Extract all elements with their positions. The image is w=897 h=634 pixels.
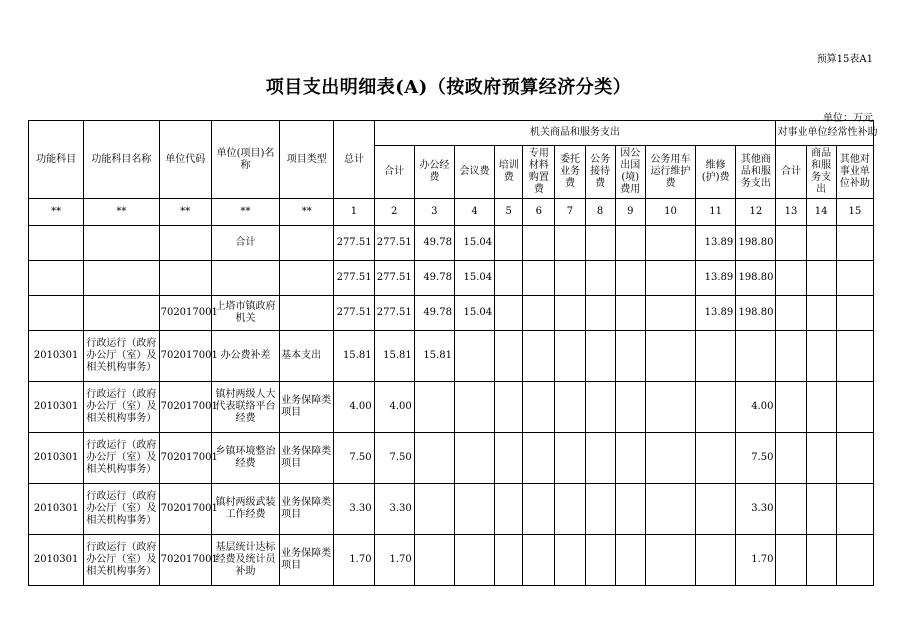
value-cell (523, 331, 555, 382)
value-cell (645, 484, 695, 535)
marker-cell: ** (84, 199, 159, 226)
value-cell (696, 535, 736, 586)
unit-code-cell: 702017001 (159, 331, 211, 382)
unit-project-cell: 镇村两级武装工作经费 (211, 484, 279, 535)
project-type-cell (280, 261, 334, 296)
value-cell (555, 226, 585, 261)
value-cell (495, 382, 523, 433)
total-cell: 7.50 (334, 433, 374, 484)
unit-project-cell: 基层统计达标经费及统计员补助 (211, 535, 279, 586)
value-cell (585, 433, 615, 484)
project-type-cell (280, 226, 334, 261)
value-cell: 198.80 (736, 296, 776, 331)
total-cell: 3.30 (334, 484, 374, 535)
value-cell (836, 331, 873, 382)
unit-project-cell: 办公费补差 (211, 331, 279, 382)
value-cell (806, 433, 836, 484)
value-cell (696, 331, 736, 382)
header-func-name: 功能科目名称 (84, 121, 159, 199)
value-cell (836, 296, 873, 331)
value-cell (555, 484, 585, 535)
value-cell (615, 433, 645, 484)
value-cell (523, 382, 555, 433)
value-cell (555, 535, 585, 586)
value-cell (414, 382, 454, 433)
header-total: 总计 (334, 121, 374, 199)
value-cell (414, 535, 454, 586)
func-name-cell: 行政运行（政府办公厅（室）及相关机构事务） (84, 484, 159, 535)
value-cell (523, 226, 555, 261)
value-cell (806, 296, 836, 331)
total-cell: 277.51 (334, 226, 374, 261)
table-row (29, 296, 874, 331)
table-row (29, 226, 874, 261)
value-cell (615, 535, 645, 586)
value-cell (414, 484, 454, 535)
header-unit-project: 单位(项目)名称 (211, 121, 279, 199)
value-cell (585, 226, 615, 261)
unit-code-cell: 702017001 (159, 484, 211, 535)
total-cell: 277.51 (334, 296, 374, 331)
func-code-cell (29, 226, 84, 261)
unit-code-cell: 702017001 (159, 535, 211, 586)
func-name-cell: 行政运行（政府办公厅（室）及相关机构事务） (84, 331, 159, 382)
value-cell (836, 484, 873, 535)
value-cell (615, 261, 645, 296)
value-cell: 49.78 (414, 296, 454, 331)
func-code-cell: 2010301 (29, 484, 84, 535)
func-name-cell (84, 226, 159, 261)
value-cell: 15.04 (454, 261, 494, 296)
value-cell (454, 382, 494, 433)
func-code-cell: 2010301 (29, 535, 84, 586)
unit-code-cell: 702017001 (159, 382, 211, 433)
value-cell: 277.51 (374, 296, 414, 331)
value-cell (696, 433, 736, 484)
header-sub-10: 其他商品和服务支出 (736, 146, 776, 199)
table-row (29, 433, 874, 484)
value-cell: 198.80 (736, 226, 776, 261)
marker-cell: 13 (776, 199, 806, 226)
project-type-cell: 业务保障类项目 (280, 382, 334, 433)
header-project-type: 项目类型 (280, 121, 334, 199)
value-cell (414, 433, 454, 484)
marker-cell: 9 (615, 199, 645, 226)
value-cell (776, 382, 806, 433)
value-cell (645, 296, 695, 331)
value-cell (523, 484, 555, 535)
marker-cell: 4 (454, 199, 494, 226)
value-cell (523, 433, 555, 484)
table-row (29, 331, 874, 382)
value-cell: 15.04 (454, 226, 494, 261)
value-cell (776, 331, 806, 382)
value-cell: 4.00 (736, 382, 776, 433)
value-cell (776, 433, 806, 484)
value-cell (454, 535, 494, 586)
value-cell (836, 433, 873, 484)
marker-cell: 3 (414, 199, 454, 226)
value-cell (555, 296, 585, 331)
header-sub-11: 合计 (776, 146, 806, 199)
value-cell (585, 535, 615, 586)
unit-project-cell: 镇村两级人大代表联络平台经费 (211, 382, 279, 433)
value-cell (523, 535, 555, 586)
value-cell (836, 226, 873, 261)
value-cell: 13.89 (696, 296, 736, 331)
func-code-cell: 2010301 (29, 433, 84, 484)
value-cell (776, 535, 806, 586)
marker-cell: 12 (736, 199, 776, 226)
project-type-cell: 业务保障类项目 (280, 484, 334, 535)
value-cell (645, 261, 695, 296)
header-sub-4: 专用材料购置费 (523, 146, 555, 199)
value-cell (645, 226, 695, 261)
func-name-cell: 行政运行（政府办公厅（室）及相关机构事务） (84, 535, 159, 586)
value-cell (645, 535, 695, 586)
header-group-subsidy: 对事业单位经常性补助 (776, 121, 874, 146)
func-code-cell: 2010301 (29, 382, 84, 433)
project-type-cell: 业务保障类项目 (280, 433, 334, 484)
table-row (29, 535, 874, 586)
marker-cell: 1 (334, 199, 374, 226)
project-type-cell: 基本支出 (280, 331, 334, 382)
value-cell: 49.78 (414, 261, 454, 296)
func-code-cell (29, 261, 84, 296)
value-cell (696, 484, 736, 535)
marker-cell: 8 (585, 199, 615, 226)
marker-cell: 2 (374, 199, 414, 226)
func-name-cell: 行政运行（政府办公厅（室）及相关机构事务） (84, 433, 159, 484)
value-cell: 13.89 (696, 261, 736, 296)
table-row (29, 484, 874, 535)
value-cell (585, 382, 615, 433)
marker-cell: 7 (555, 199, 585, 226)
header-sub-8: 公务用车运行维护费 (645, 146, 695, 199)
value-cell (495, 535, 523, 586)
marker-cell: ** (280, 199, 334, 226)
unit-code-cell: 702017001 (159, 433, 211, 484)
value-cell (645, 433, 695, 484)
value-cell (615, 296, 645, 331)
unit-project-cell: 乡镇环境整治经费 (211, 433, 279, 484)
unit-project-cell (211, 261, 279, 296)
value-cell (615, 382, 645, 433)
value-cell (736, 331, 776, 382)
marker-cell: 5 (495, 199, 523, 226)
value-cell (645, 331, 695, 382)
value-cell (836, 382, 873, 433)
value-cell (495, 296, 523, 331)
header-sub-13: 其他对事业单位补助 (836, 146, 873, 199)
unit-code-cell (159, 261, 211, 296)
value-cell (645, 382, 695, 433)
value-cell (555, 382, 585, 433)
marker-cell: 14 (806, 199, 836, 226)
total-cell: 1.70 (334, 535, 374, 586)
unit-code-cell: 702017001 (159, 296, 211, 331)
value-cell: 15.81 (414, 331, 454, 382)
value-cell (523, 261, 555, 296)
marker-cell: 10 (645, 199, 695, 226)
value-cell (615, 484, 645, 535)
header-func-code: 功能科目 (29, 121, 84, 199)
marker-cell: 11 (696, 199, 736, 226)
header-sub-12: 商品和服务支出 (806, 146, 836, 199)
func-code-cell (29, 296, 84, 331)
value-cell (615, 331, 645, 382)
func-name-cell (84, 261, 159, 296)
value-cell (585, 261, 615, 296)
func-name-cell (84, 296, 159, 331)
value-cell (585, 331, 615, 382)
value-cell: 4.00 (374, 382, 414, 433)
unit-project-cell: 合计 (211, 226, 279, 261)
unit-code-cell (159, 226, 211, 261)
header-sub-0: 合计 (374, 146, 414, 199)
value-cell (696, 382, 736, 433)
value-cell (776, 296, 806, 331)
header-sub-9: 维修(护)费 (696, 146, 736, 199)
value-cell (523, 296, 555, 331)
project-type-cell (280, 296, 334, 331)
value-cell (836, 261, 873, 296)
value-cell (454, 433, 494, 484)
form-number: 预算15表A1 (816, 54, 873, 65)
value-cell (555, 261, 585, 296)
marker-cell: ** (29, 199, 84, 226)
unit-project-cell: 上塔市镇政府机关 (211, 296, 279, 331)
value-cell: 7.50 (736, 433, 776, 484)
header-sub-5: 委托业务费 (555, 146, 585, 199)
project-type-cell: 业务保障类项目 (280, 535, 334, 586)
value-cell (495, 226, 523, 261)
header-sub-7: 因公出国(境)费用 (615, 146, 645, 199)
table-row (29, 382, 874, 433)
page-title: 项目支出明细表(A)（按政府预算经济分类） (265, 77, 632, 98)
value-cell (806, 261, 836, 296)
value-cell: 49.78 (414, 226, 454, 261)
unit-label: 单位：万元 (823, 113, 873, 124)
value-cell: 13.89 (696, 226, 736, 261)
value-cell: 1.70 (374, 535, 414, 586)
value-cell (615, 226, 645, 261)
value-cell (806, 226, 836, 261)
value-cell: 277.51 (374, 226, 414, 261)
value-cell: 3.30 (374, 484, 414, 535)
marker-cell: ** (159, 199, 211, 226)
value-cell (495, 433, 523, 484)
value-cell (776, 261, 806, 296)
header-unit-code: 单位代码 (159, 121, 211, 199)
total-cell: 277.51 (334, 261, 374, 296)
value-cell (776, 484, 806, 535)
value-cell (585, 296, 615, 331)
value-cell (495, 261, 523, 296)
value-cell: 7.50 (374, 433, 414, 484)
value-cell (776, 226, 806, 261)
table-row (29, 261, 874, 296)
value-cell: 15.04 (454, 296, 494, 331)
value-cell (806, 484, 836, 535)
header-sub-6: 公务接待费 (585, 146, 615, 199)
value-cell (585, 484, 615, 535)
value-cell (454, 331, 494, 382)
value-cell (806, 535, 836, 586)
total-cell: 15.81 (334, 331, 374, 382)
value-cell: 277.51 (374, 261, 414, 296)
value-cell (806, 331, 836, 382)
value-cell (495, 331, 523, 382)
total-cell: 4.00 (334, 382, 374, 433)
value-cell (454, 484, 494, 535)
value-cell (806, 382, 836, 433)
value-cell: 198.80 (736, 261, 776, 296)
func-name-cell: 行政运行（政府办公厅（室）及相关机构事务） (84, 382, 159, 433)
value-cell: 15.81 (374, 331, 414, 382)
value-cell (836, 535, 873, 586)
header-sub-1: 办公经费 (414, 146, 454, 199)
marker-cell: 6 (523, 199, 555, 226)
header-sub-3: 培训费 (495, 146, 523, 199)
func-code-cell: 2010301 (29, 331, 84, 382)
header-group-goods: 机关商品和服务支出 (374, 121, 776, 146)
budget-table (28, 120, 878, 586)
value-cell (555, 433, 585, 484)
value-cell (495, 484, 523, 535)
header-sub-2: 会议费 (454, 146, 494, 199)
value-cell: 1.70 (736, 535, 776, 586)
value-cell (555, 331, 585, 382)
value-cell: 3.30 (736, 484, 776, 535)
marker-cell: ** (211, 199, 279, 226)
marker-cell: 15 (836, 199, 873, 226)
